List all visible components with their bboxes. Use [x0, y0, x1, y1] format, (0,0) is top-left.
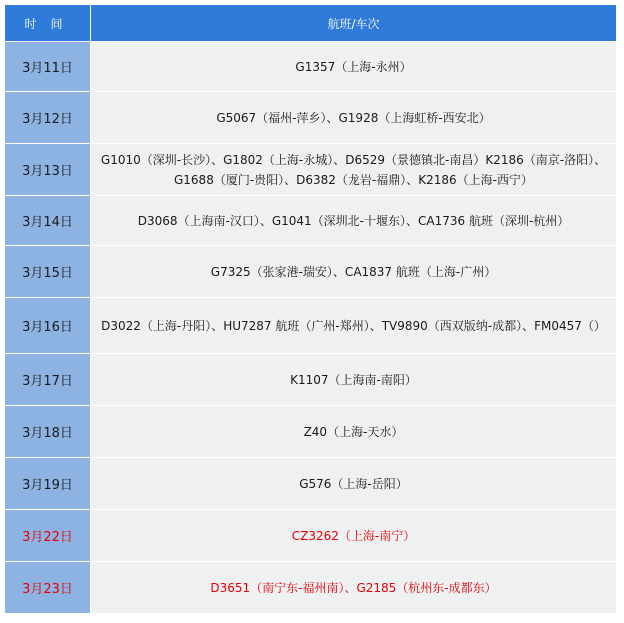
flight-cell: D3651（南宁东-福州南）、G2185（杭州东-成都东）: [91, 562, 617, 614]
date-cell: 3月11日: [5, 42, 91, 92]
table-header-row: [5, 5, 617, 42]
flight-cell: G1357（上海-永州）: [91, 42, 617, 92]
table-row: [5, 42, 617, 92]
column-header-flight: 航班/车次: [91, 5, 617, 42]
table-row: [5, 298, 617, 354]
date-cell: 3月19日: [5, 458, 91, 510]
table-row: [5, 246, 617, 298]
date-cell: 3月22日: [5, 510, 91, 562]
date-cell: 3月15日: [5, 246, 91, 298]
date-cell: 3月17日: [5, 354, 91, 406]
date-cell: 3月23日: [5, 562, 91, 614]
date-cell: 3月14日: [5, 196, 91, 246]
column-header-time: 时间: [5, 5, 91, 42]
date-cell: 3月12日: [5, 92, 91, 144]
table-row: [5, 354, 617, 406]
date-cell: 3月18日: [5, 406, 91, 458]
table-row: [5, 144, 617, 196]
flight-cell: G1010（深圳-长沙）、G1802（上海-永城）、D6529（景德镇北-南昌）K2186（南京-洛阳）、G1688（厦门-贵阳）、D6382（龙岩-福鼎）、K2186（上海-西宁）: [91, 144, 617, 196]
flight-cell: D3068（上海南-汉口）、G1041（深圳北-十堰东）、CA1736 航班（深圳-杭州）: [91, 196, 617, 246]
travel-table-container: [4, 4, 616, 614]
flight-cell: G7325（张家港-瑞安）、CA1837 航班（上海-广州）: [91, 246, 617, 298]
table-row: [5, 562, 617, 614]
flight-cell: CZ3262（上海-南宁）: [91, 510, 617, 562]
table-row: [5, 196, 617, 246]
flight-cell: G576（上海-岳阳）: [91, 458, 617, 510]
flight-cell: G5067（福州-萍乡）、G1928（上海虹桥-西安北）: [91, 92, 617, 144]
date-cell: 3月13日: [5, 144, 91, 196]
flight-cell: D3022（上海-丹阳）、HU7287 航班（广州-郑州）、TV9890（西双版纳-成都）、FM0457（）: [91, 298, 617, 354]
flight-cell: Z40（上海-天水）: [91, 406, 617, 458]
travel-table: [4, 4, 617, 614]
table-row: [5, 406, 617, 458]
date-cell: 3月16日: [5, 298, 91, 354]
table-row: [5, 458, 617, 510]
table-row: [5, 510, 617, 562]
flight-cell: K1107（上海南-南阳）: [91, 354, 617, 406]
table-row: [5, 92, 617, 144]
